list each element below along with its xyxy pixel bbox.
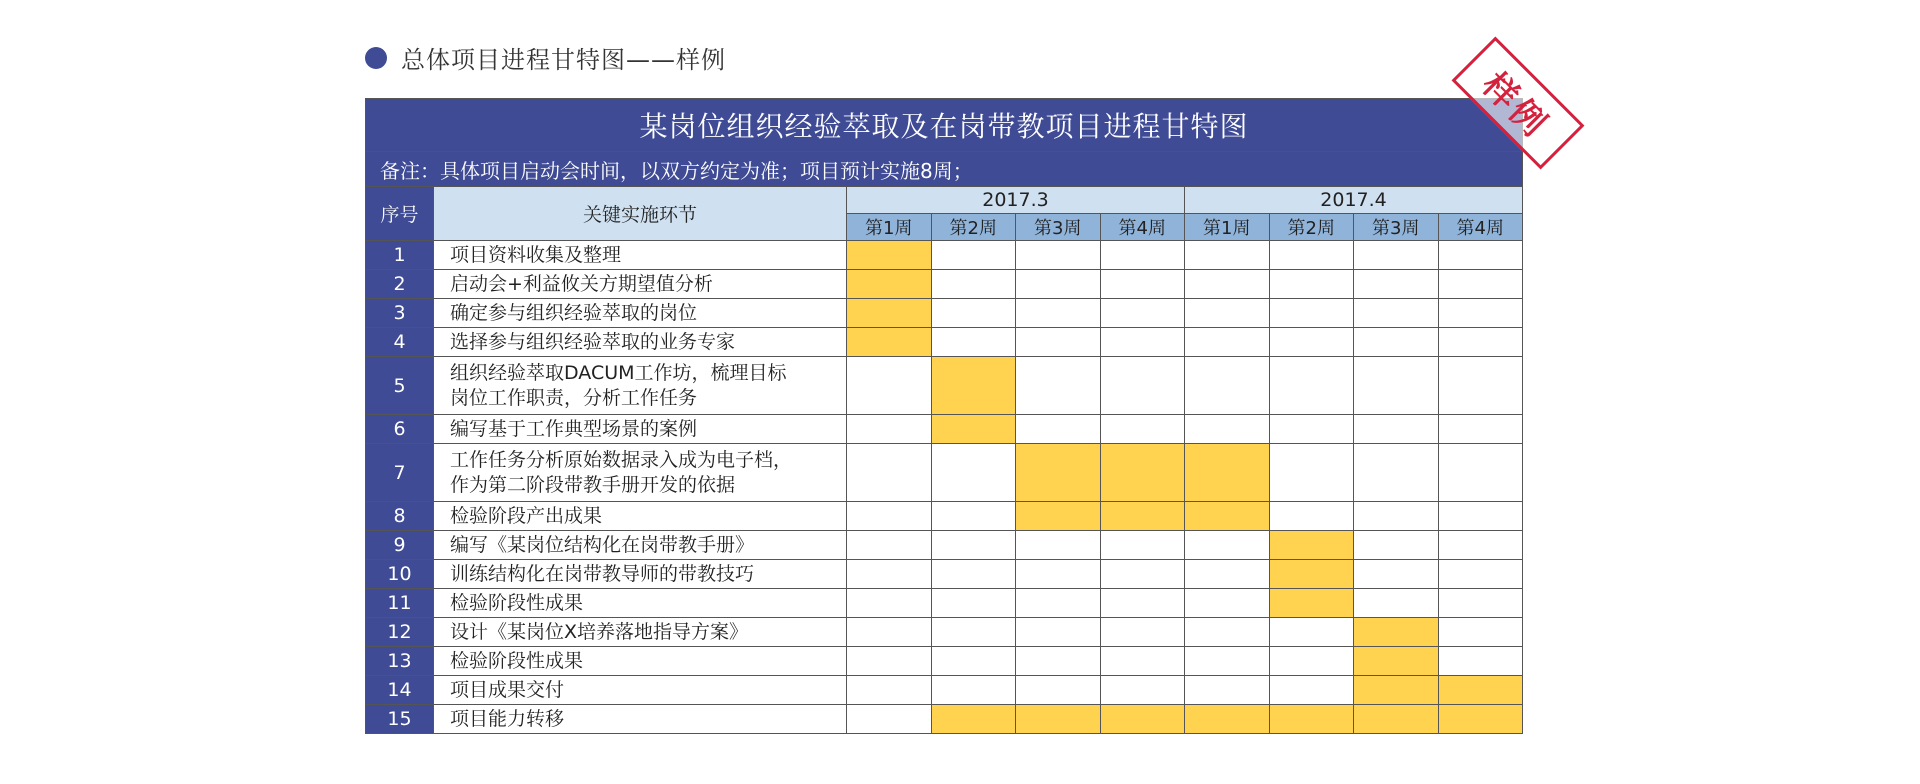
- gantt-empty-cell: [1100, 589, 1185, 618]
- gantt-empty-cell: [1100, 618, 1185, 647]
- gantt-bar-cell: [931, 357, 1016, 415]
- week-header: 第2周: [1269, 214, 1354, 241]
- gantt-empty-cell: [1100, 357, 1185, 415]
- gantt-bar-cell: [1354, 647, 1439, 676]
- gantt-empty-cell: [1100, 560, 1185, 589]
- row-task: [434, 589, 847, 618]
- row-task: [434, 328, 847, 357]
- month-header: 2017.3: [847, 187, 1185, 214]
- table-row: [366, 705, 1523, 734]
- gantt-empty-cell: [1185, 241, 1270, 270]
- month-header: 2017.4: [1185, 187, 1523, 214]
- gantt-empty-cell: [1016, 357, 1101, 415]
- row-task: [434, 676, 847, 705]
- task-line: 选择参与组织经验萃取的业务专家: [450, 330, 736, 353]
- gantt-bar-cell: [1100, 444, 1185, 502]
- gantt-empty-cell: [1100, 531, 1185, 560]
- gantt-bar-cell: [1100, 502, 1185, 531]
- gantt-note: 备注：具体项目启动会时间，以双方约定为准；项目预计实施8周；: [366, 152, 1523, 187]
- task-line: 检验阶段性成果: [450, 649, 584, 672]
- row-seq: 13: [366, 647, 434, 676]
- task-line: 启动会+利益攸关方期望值分析: [450, 272, 713, 295]
- gantt-bar-cell: [847, 241, 932, 270]
- gantt-empty-cell: [1354, 299, 1439, 328]
- gantt-empty-cell: [1185, 357, 1270, 415]
- gantt-empty-cell: [1185, 415, 1270, 444]
- gantt-empty-cell: [1269, 618, 1354, 647]
- gantt-empty-cell: [1269, 415, 1354, 444]
- gantt-empty-cell: [1100, 241, 1185, 270]
- table-row: [366, 560, 1523, 589]
- gantt-empty-cell: [1185, 299, 1270, 328]
- gantt-bar-cell: [1016, 502, 1101, 531]
- row-seq: 12: [366, 618, 434, 647]
- row-task: [434, 705, 847, 734]
- table-row: [366, 444, 1523, 502]
- table-row: [366, 357, 1523, 415]
- task-line: 项目资料收集及整理: [450, 243, 622, 266]
- gantt-empty-cell: [1438, 270, 1523, 299]
- task-line: 项目成果交付: [450, 678, 565, 701]
- gantt-empty-cell: [1269, 328, 1354, 357]
- gantt-empty-cell: [1185, 589, 1270, 618]
- gantt-empty-cell: [1100, 415, 1185, 444]
- gantt-empty-cell: [931, 560, 1016, 589]
- gantt-empty-cell: [1354, 328, 1439, 357]
- row-seq: 11: [366, 589, 434, 618]
- row-task: [434, 241, 847, 270]
- table-row: [366, 299, 1523, 328]
- week-header: 第1周: [847, 214, 932, 241]
- gantt-empty-cell: [1100, 647, 1185, 676]
- gantt-empty-cell: [847, 357, 932, 415]
- section-heading: [365, 40, 726, 75]
- gantt-empty-cell: [847, 676, 932, 705]
- gantt-empty-cell: [1354, 357, 1439, 415]
- row-seq: 7: [366, 444, 434, 502]
- gantt-empty-cell: [1100, 299, 1185, 328]
- gantt-empty-cell: [1016, 676, 1101, 705]
- week-header: 第4周: [1438, 214, 1523, 241]
- gantt-bar-cell: [847, 328, 932, 357]
- gantt-empty-cell: [1354, 241, 1439, 270]
- row-task: [434, 357, 847, 415]
- week-header: 第2周: [931, 214, 1016, 241]
- gantt-empty-cell: [1354, 444, 1439, 502]
- gantt-empty-cell: [1016, 328, 1101, 357]
- gantt-bar-cell: [1269, 705, 1354, 734]
- gantt-empty-cell: [931, 299, 1016, 328]
- table-row: [366, 647, 1523, 676]
- table-row: [366, 676, 1523, 705]
- gantt-bar-cell: [1438, 705, 1523, 734]
- gantt-empty-cell: [931, 618, 1016, 647]
- gantt-empty-cell: [1438, 618, 1523, 647]
- gantt-bar-cell: [847, 299, 932, 328]
- gantt-empty-cell: [1269, 676, 1354, 705]
- gantt-empty-cell: [931, 328, 1016, 357]
- gantt-empty-cell: [931, 502, 1016, 531]
- task-line: 设计《某岗位X培养落地指导方案》: [450, 620, 749, 643]
- gantt-empty-cell: [1185, 270, 1270, 299]
- sample-stamp: 样例: [1452, 37, 1585, 170]
- row-seq: 14: [366, 676, 434, 705]
- row-task: [434, 444, 847, 502]
- gantt-empty-cell: [1438, 502, 1523, 531]
- gantt-empty-cell: [1354, 560, 1439, 589]
- gantt-empty-cell: [1100, 270, 1185, 299]
- gantt-empty-cell: [1354, 531, 1439, 560]
- gantt-empty-cell: [1269, 241, 1354, 270]
- task-line: 检验阶段产出成果: [450, 504, 603, 527]
- row-seq: 2: [366, 270, 434, 299]
- gantt-empty-cell: [1016, 241, 1101, 270]
- gantt-empty-cell: [1100, 676, 1185, 705]
- task-line: 岗位工作职责，分析工作任务: [450, 386, 698, 409]
- table-row: [366, 618, 1523, 647]
- row-task: [434, 560, 847, 589]
- gantt-empty-cell: [1354, 415, 1439, 444]
- gantt-empty-cell: [1438, 531, 1523, 560]
- task-line: 作为第二阶段带教手册开发的依据: [450, 473, 736, 496]
- task-line: 训练结构化在岗带教导师的带教技巧: [450, 562, 755, 585]
- gantt-bar-cell: [1269, 560, 1354, 589]
- row-task: [434, 531, 847, 560]
- table-row: [366, 589, 1523, 618]
- bullet-dot-icon: [365, 47, 387, 69]
- gantt-empty-cell: [1438, 589, 1523, 618]
- gantt-empty-cell: [1016, 647, 1101, 676]
- gantt-bar-cell: [1438, 676, 1523, 705]
- gantt-bar-cell: [1354, 618, 1439, 647]
- gantt-empty-cell: [1354, 502, 1439, 531]
- column-header-task: 关键实施环节: [434, 187, 847, 241]
- gantt-bar-cell: [1269, 589, 1354, 618]
- row-task: [434, 299, 847, 328]
- gantt-bar-cell: [931, 415, 1016, 444]
- gantt-empty-cell: [1016, 299, 1101, 328]
- gantt-empty-cell: [847, 415, 932, 444]
- gantt-empty-cell: [1016, 531, 1101, 560]
- row-task: [434, 502, 847, 531]
- table-row: [366, 531, 1523, 560]
- gantt-empty-cell: [847, 618, 932, 647]
- gantt-bar-cell: [847, 270, 932, 299]
- row-seq: 1: [366, 241, 434, 270]
- gantt-chart: [365, 98, 1522, 734]
- gantt-empty-cell: [931, 241, 1016, 270]
- gantt-empty-cell: [1185, 560, 1270, 589]
- gantt-empty-cell: [847, 502, 932, 531]
- gantt-bar-cell: [1269, 531, 1354, 560]
- gantt-empty-cell: [1269, 502, 1354, 531]
- gantt-empty-cell: [847, 647, 932, 676]
- gantt-empty-cell: [1016, 270, 1101, 299]
- gantt-empty-cell: [931, 647, 1016, 676]
- table-row: [366, 502, 1523, 531]
- gantt-empty-cell: [1016, 415, 1101, 444]
- week-header: 第1周: [1185, 214, 1270, 241]
- section-heading-text: 总体项目进程甘特图——样例: [401, 46, 726, 74]
- table-row: [366, 270, 1523, 299]
- gantt-empty-cell: [931, 589, 1016, 618]
- gantt-bar-cell: [1185, 705, 1270, 734]
- gantt-empty-cell: [1354, 589, 1439, 618]
- task-line: 组织经验萃取DACUM工作坊，梳理目标: [450, 361, 787, 384]
- gantt-table: [365, 98, 1523, 734]
- task-line: 确定参与组织经验萃取的岗位: [450, 301, 698, 324]
- row-seq: 4: [366, 328, 434, 357]
- table-row: [366, 241, 1523, 270]
- gantt-empty-cell: [931, 676, 1016, 705]
- gantt-empty-cell: [1438, 444, 1523, 502]
- gantt-empty-cell: [1438, 560, 1523, 589]
- gantt-bar-cell: [931, 705, 1016, 734]
- gantt-empty-cell: [1185, 676, 1270, 705]
- gantt-empty-cell: [1438, 647, 1523, 676]
- gantt-bar-cell: [1100, 705, 1185, 734]
- task-line: 工作任务分析原始数据录入成为电子档，: [450, 448, 793, 471]
- row-seq: 3: [366, 299, 434, 328]
- row-seq: 10: [366, 560, 434, 589]
- gantt-bar-cell: [1185, 444, 1270, 502]
- gantt-empty-cell: [1269, 444, 1354, 502]
- task-line: 编写《某岗位结构化在岗带教手册》: [450, 533, 755, 556]
- row-task: [434, 270, 847, 299]
- gantt-empty-cell: [847, 531, 932, 560]
- week-header: 第4周: [1100, 214, 1185, 241]
- gantt-empty-cell: [1016, 560, 1101, 589]
- row-seq: 6: [366, 415, 434, 444]
- gantt-empty-cell: [1016, 618, 1101, 647]
- row-seq: 5: [366, 357, 434, 415]
- gantt-bar-cell: [1016, 705, 1101, 734]
- gantt-empty-cell: [1438, 357, 1523, 415]
- gantt-empty-cell: [1100, 328, 1185, 357]
- gantt-title: 某岗位组织经验萃取及在岗带教项目进程甘特图: [366, 99, 1523, 152]
- gantt-empty-cell: [847, 705, 932, 734]
- gantt-empty-cell: [847, 444, 932, 502]
- table-row: [366, 328, 1523, 357]
- task-line: 检验阶段性成果: [450, 591, 584, 614]
- gantt-bar-cell: [1354, 676, 1439, 705]
- row-task: [434, 618, 847, 647]
- gantt-empty-cell: [1269, 357, 1354, 415]
- column-header-seq: 序号: [366, 187, 434, 241]
- row-seq: 8: [366, 502, 434, 531]
- gantt-empty-cell: [1269, 647, 1354, 676]
- gantt-empty-cell: [1269, 299, 1354, 328]
- row-task: [434, 415, 847, 444]
- gantt-empty-cell: [931, 270, 1016, 299]
- gantt-bar-cell: [1016, 444, 1101, 502]
- gantt-empty-cell: [1016, 589, 1101, 618]
- gantt-empty-cell: [1354, 270, 1439, 299]
- row-seq: 15: [366, 705, 434, 734]
- gantt-empty-cell: [1438, 299, 1523, 328]
- gantt-empty-cell: [931, 444, 1016, 502]
- gantt-empty-cell: [1185, 328, 1270, 357]
- gantt-bar-cell: [1354, 705, 1439, 734]
- row-task: [434, 647, 847, 676]
- table-row: [366, 415, 1523, 444]
- task-line: 项目能力转移: [450, 707, 565, 730]
- gantt-empty-cell: [847, 589, 932, 618]
- week-header: 第3周: [1354, 214, 1439, 241]
- gantt-empty-cell: [1185, 531, 1270, 560]
- gantt-empty-cell: [1438, 328, 1523, 357]
- gantt-empty-cell: [931, 531, 1016, 560]
- gantt-bar-cell: [1185, 502, 1270, 531]
- gantt-empty-cell: [1438, 241, 1523, 270]
- week-header: 第3周: [1016, 214, 1101, 241]
- gantt-empty-cell: [1269, 270, 1354, 299]
- task-line: 编写基于工作典型场景的案例: [450, 417, 698, 440]
- gantt-empty-cell: [1185, 618, 1270, 647]
- gantt-empty-cell: [1438, 415, 1523, 444]
- gantt-empty-cell: [1185, 647, 1270, 676]
- row-seq: 9: [366, 531, 434, 560]
- gantt-empty-cell: [847, 560, 932, 589]
